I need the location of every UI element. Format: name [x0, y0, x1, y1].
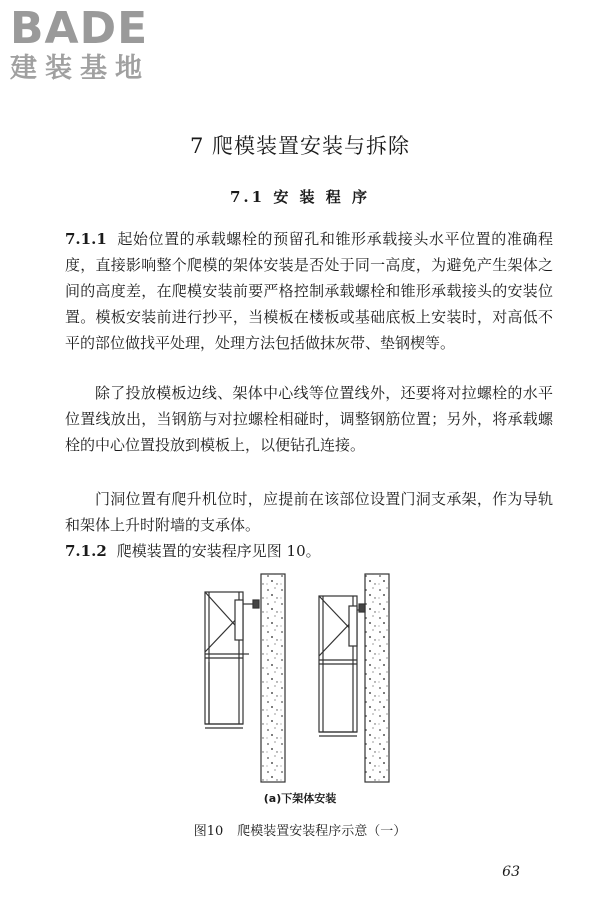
page-number: 63: [502, 864, 520, 880]
climbing-form-figure: [195, 572, 415, 787]
section-title: 7.1 安 装 程 序: [230, 188, 370, 206]
clause-number: 7.1.2: [65, 542, 107, 560]
paragraph-2: 除了投放模板边线、架体中心线等位置线外，还要将对拉螺栓的水平位置线放出，当钢筋与对拉螺栓相碰时，调整钢筋位置；另外，将承载螺栓的中心位置投放到模板上，以便钻孔连接。: [65, 384, 553, 454]
chapter-title: 7 爬模装置安装与拆除: [189, 134, 411, 158]
left-assembly: [205, 574, 285, 782]
right-assembly: [319, 574, 389, 782]
bade-logo: [10, 3, 180, 86]
clause-number: 7.1.1: [65, 230, 107, 248]
paragraph-3: 门洞位置有爬升机位时，应提前在该部位设置门洞支承架，作为导轨和架体上升时附墙的支承体。: [65, 490, 553, 534]
logo-tagline: 建装基地: [10, 53, 150, 84]
figure-title: 爬模装置安装程序示意（一）: [237, 824, 407, 839]
clause-7-1-2-paragraph: [65, 538, 553, 564]
logo-brand: BADE: [10, 3, 149, 54]
figure-label: 图10: [193, 824, 224, 839]
left-concrete-wall: [261, 574, 285, 782]
clause-text: 起始位置的承载螺栓的预留孔和锥形承载接头水平位置的准确程度，直接影响整个爬模的架体安装是否处于同一高度，为避免产生架体之间的高度差，在爬模安装前要严格控制承载螺栓和锥形承载接头的安装位置。模板安装前进行抄平，当模板在楼板或基础底板上安装时，对高低不平的部位做找平处理，处理方法包括做抹灰带、垫钢楔等。: [65, 230, 553, 352]
figure-caption: [0, 820, 600, 839]
clause-7-1-1-paragraph: [65, 226, 553, 356]
right-concrete-wall: [365, 574, 389, 782]
figure-sub-caption: (a)下架体安装: [263, 792, 337, 805]
clause-text: 爬模装置的安装程序见图 10。: [116, 542, 321, 560]
